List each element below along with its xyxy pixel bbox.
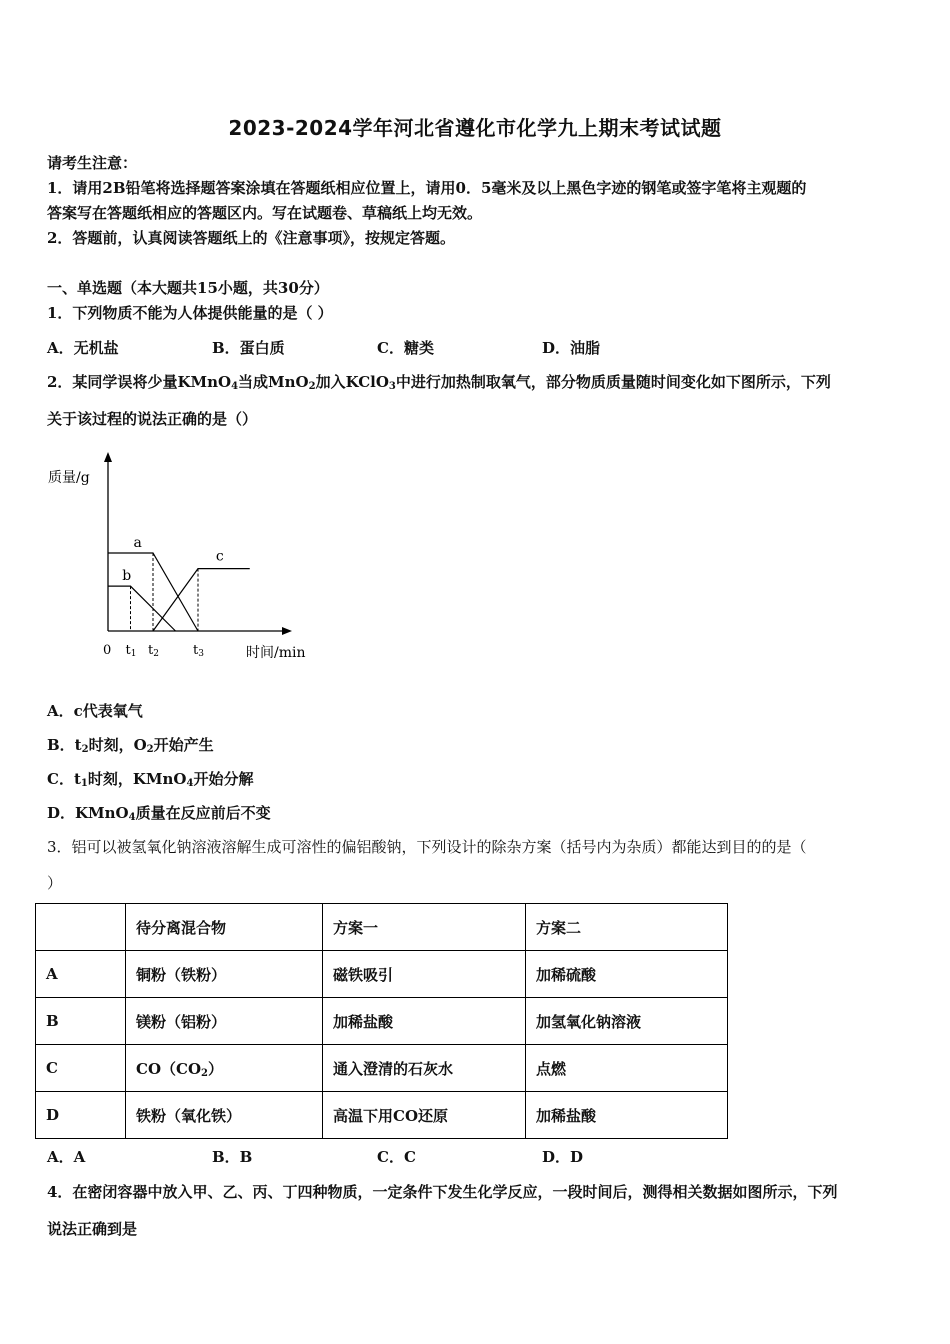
page-title: 2023-2024学年河北省遵化市化学九上期末考试试题 [228,116,722,140]
table-row [36,1045,728,1092]
table-cell: 磁铁吸引 [323,951,526,998]
x-axis-arrow [282,627,292,635]
table-cell: D [36,1092,126,1139]
q3-option-d: D．D [542,1148,584,1166]
table-cell: 加稀盐酸 [526,1092,728,1139]
table-cell: 加稀硫酸 [526,951,728,998]
q1-stem: 1．下列物质不能为人体提供能量的是（ ） [47,304,333,322]
q3-option-b: B．B [212,1148,253,1166]
table-cell: 点燃 [526,1045,728,1092]
q2-stem: 2．某同学误将少量KMnO$_4$当成MnO$_2$加入KClO$_3$中进行加热制取氧气，部分物质质量随时间变化如下图所示，下列 [47,373,831,392]
q1-option-c: C．糖类 [377,339,434,357]
table-cell: 加稀盐酸 [323,998,526,1045]
q2-option-d: D．KMnO$_4$质量在反应前后不变 [47,804,271,823]
table-cell: 铜粉（铁粉） [126,951,323,998]
table-cell: A [36,951,126,998]
table-row [36,998,728,1045]
notice-line-1: 1．请用2B铅笔将选择题答案涂填在答题纸相应位置上，请用0．5毫米及以上黑色字迹的钢笔或签字笔将主观题的 [47,179,807,197]
q3-option-c: C．C [377,1148,416,1166]
table-cell: 镁粉（铝粉） [126,998,323,1045]
table-cell: C [36,1045,126,1092]
q1-option-d: D．油脂 [542,339,601,357]
q1-option-b: B．蛋白质 [212,339,285,357]
table-cell: 加氢氧化钠溶液 [526,998,728,1045]
table-header-row [36,904,728,951]
table-cell: 通入澄清的石灰水 [323,1045,526,1092]
table-cell: $CO(CO_2)$ [126,1045,323,1092]
y-axis-label: 质量/g [48,470,90,486]
q1-option-a: A．无机盐 [47,339,119,357]
table-header-cell: 方案一 [323,904,526,951]
table-header-cell: 方案二 [526,904,728,951]
table-header-cell [36,904,126,951]
table-cell: 铁粉（氧化铁） [126,1092,323,1139]
notice-line-2: 答案写在答题纸相应的答题区内。写在试题卷、草稿纸上均无效。 [47,204,483,222]
table-cell: 高温下用CO还原 [323,1092,526,1139]
q3-option-a: A．A [47,1148,86,1166]
x-tick-label: t1 [125,643,137,659]
q2-stem-line2: 关于该过程的说法正确的是（） [47,410,258,428]
series-line-b [108,586,176,631]
series-label-a: a [133,535,142,551]
x-tick-label: t2 [148,643,159,659]
table-row [36,1092,728,1139]
series-label-c: c [215,548,224,565]
separation-table [35,903,728,1139]
section-heading: 一、单选题（本大题共15小题，共30分） [47,279,329,297]
notice-heading: 请考生注意： [47,154,138,172]
q2-option-c: C．$t_1$时刻，KMnO$_4$开始分解 [47,770,254,789]
mass-time-chart [40,448,330,670]
q3-stem-close: ） [47,874,63,892]
notice-line-3: 2．答题前，认真阅读答题纸上的《注意事项》，按规定答题。 [47,229,455,247]
table-cell: B [36,998,126,1045]
x-axis-label: 时间/min [246,645,306,661]
x-tick-label: 0 [103,643,112,658]
y-axis-arrow [104,452,112,462]
x-tick-label: t3 [193,643,204,659]
q3-stem: 3．铝可以被氢氧化钠溶液溶解生成可溶性的偏铝酸钠，下列设计的除杂方案（括号内为杂质）都能达到目的的是（ [47,838,807,856]
q2-option-b: B．$t_2$时刻，$O_2$开始产生 [47,736,214,755]
table-header-cell: 待分离混合物 [126,904,323,951]
series-label-b: b [122,568,132,585]
q4-stem-line2: 说法正确到是 [47,1220,138,1238]
q4-stem: 4．在密闭容器中放入甲、乙、丙、丁四种物质，一定条件下发生化学反应，一段时间后，测得相关数据如图所示，下列 [47,1183,838,1201]
q2-option-a: A．c代表氧气 [47,702,143,720]
table-row [36,951,728,998]
